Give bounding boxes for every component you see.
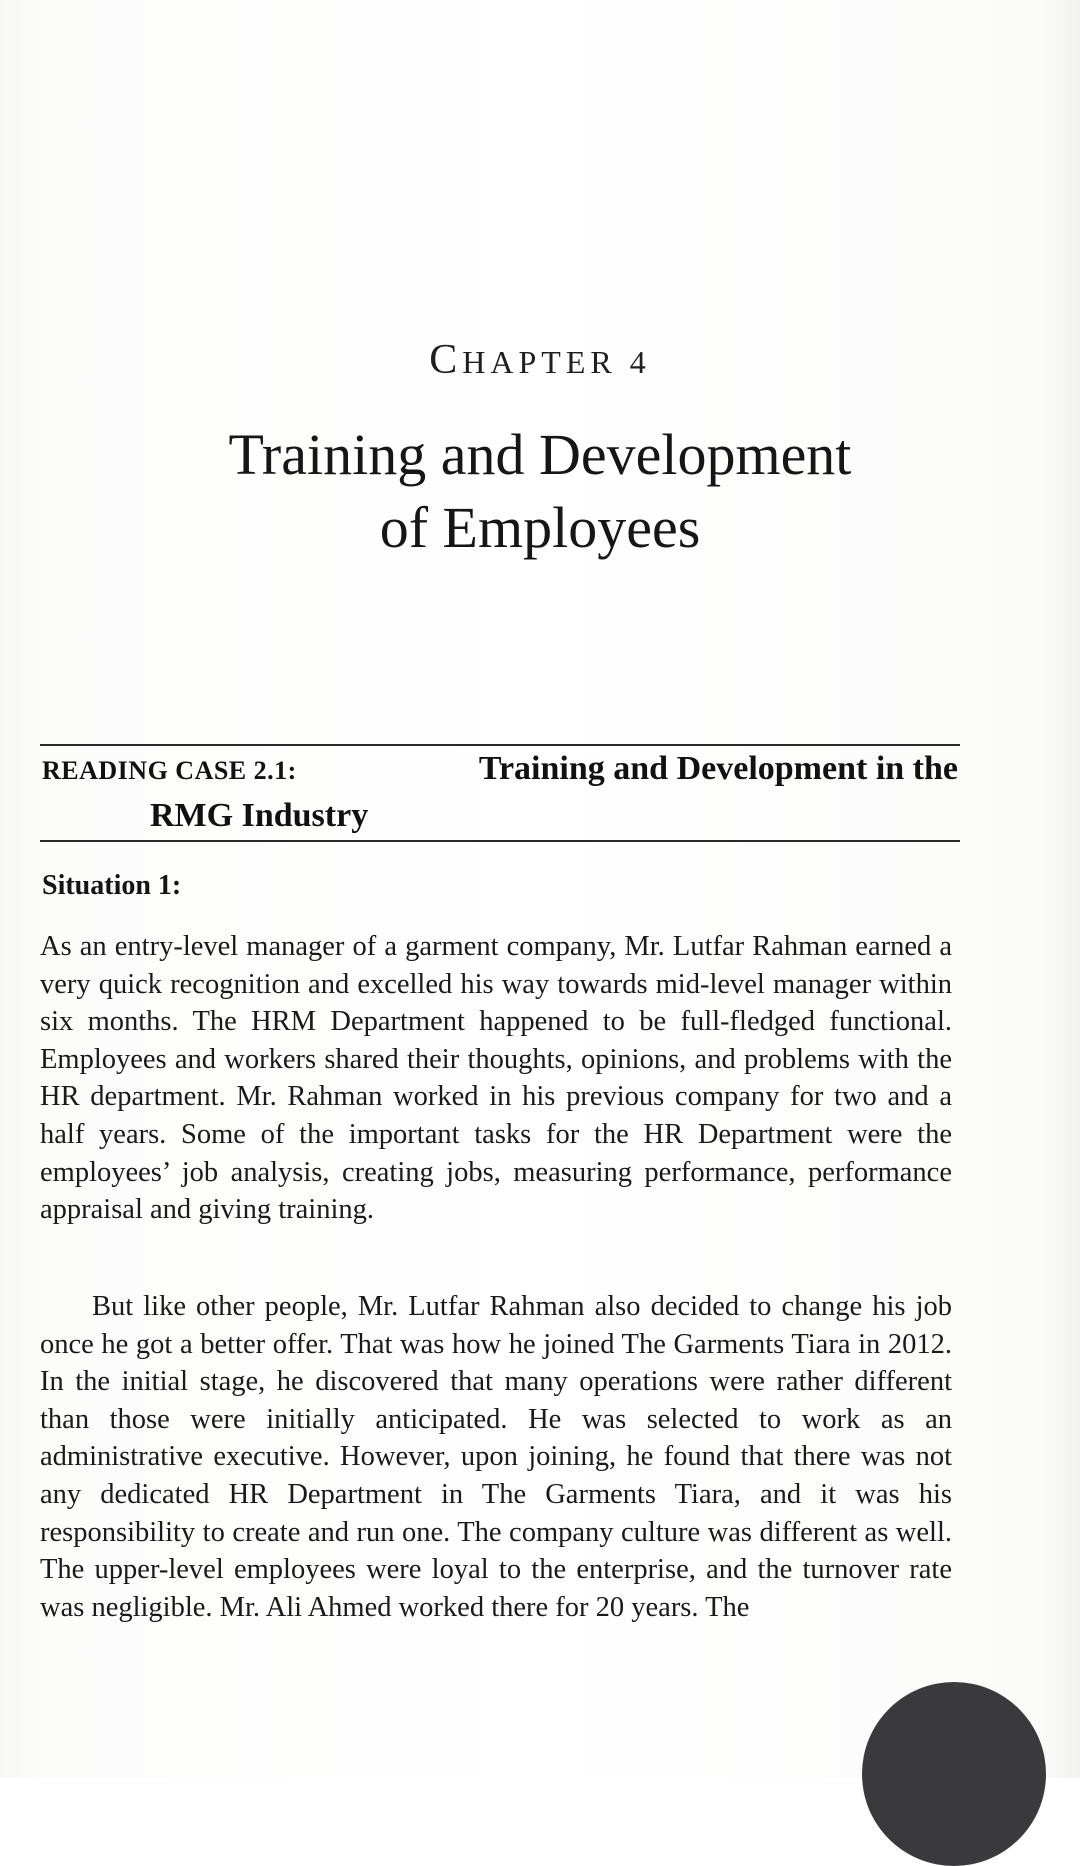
reading-case-title-line-1 [305, 750, 958, 788]
situation-heading: Situation 1: [42, 870, 182, 901]
case-heading-bottom-rule [40, 840, 960, 842]
reading-case-title-text: Training and Development in the [478, 750, 958, 787]
chapter-title-line-1: Training and Development [228, 422, 852, 487]
chapter-title [0, 418, 1080, 564]
reading-case-heading [42, 750, 958, 836]
chapter-number: CHAPTER 4 [429, 337, 651, 383]
chapter-title-line-2: of Employees [379, 495, 701, 560]
case-heading-top-rule [40, 744, 960, 746]
paragraph-1: As an entry-level manager of a garment company, Mr. Lutfar Rahman earned a very quick recognition and excelled his way towards mid-level manager within six months. The HRM Department happened to be full-fledged functional. Employees and workers shared their thoughts, opinions, and problems with the HR department. Mr. Rahman worked in his previous company for two and a half years. Some of the important tasks for the HR Department were the employees’ job analysis, creating jobs, measuring performance, performance appraisal and giving training. [40, 931, 952, 1226]
page-corner-shape [862, 1682, 1046, 1866]
reading-case-label: READING CASE 2.1: [42, 756, 297, 785]
reading-case-title-line-2: RMG Industry [150, 797, 369, 834]
paragraph-2: But like other people, Mr. Lutfar Rahman also decided to change his job once he got a better offer. That was how he joined The Garments Tiara in 2012. In the initial stage, he discovered that many operations were rather different than those were initially anticipated. He was selected to work as an administrative executive. However, upon joining, he found that there was not any dedicated HR Department in The Garments Tiara, and it was his responsibility to create and run one. The company culture was different as well. The upper-level employees were loyal to the enterprise, and the turnover rate was negligible. Mr. Ali Ahmed worked there for 20 years. The [40, 1291, 952, 1623]
